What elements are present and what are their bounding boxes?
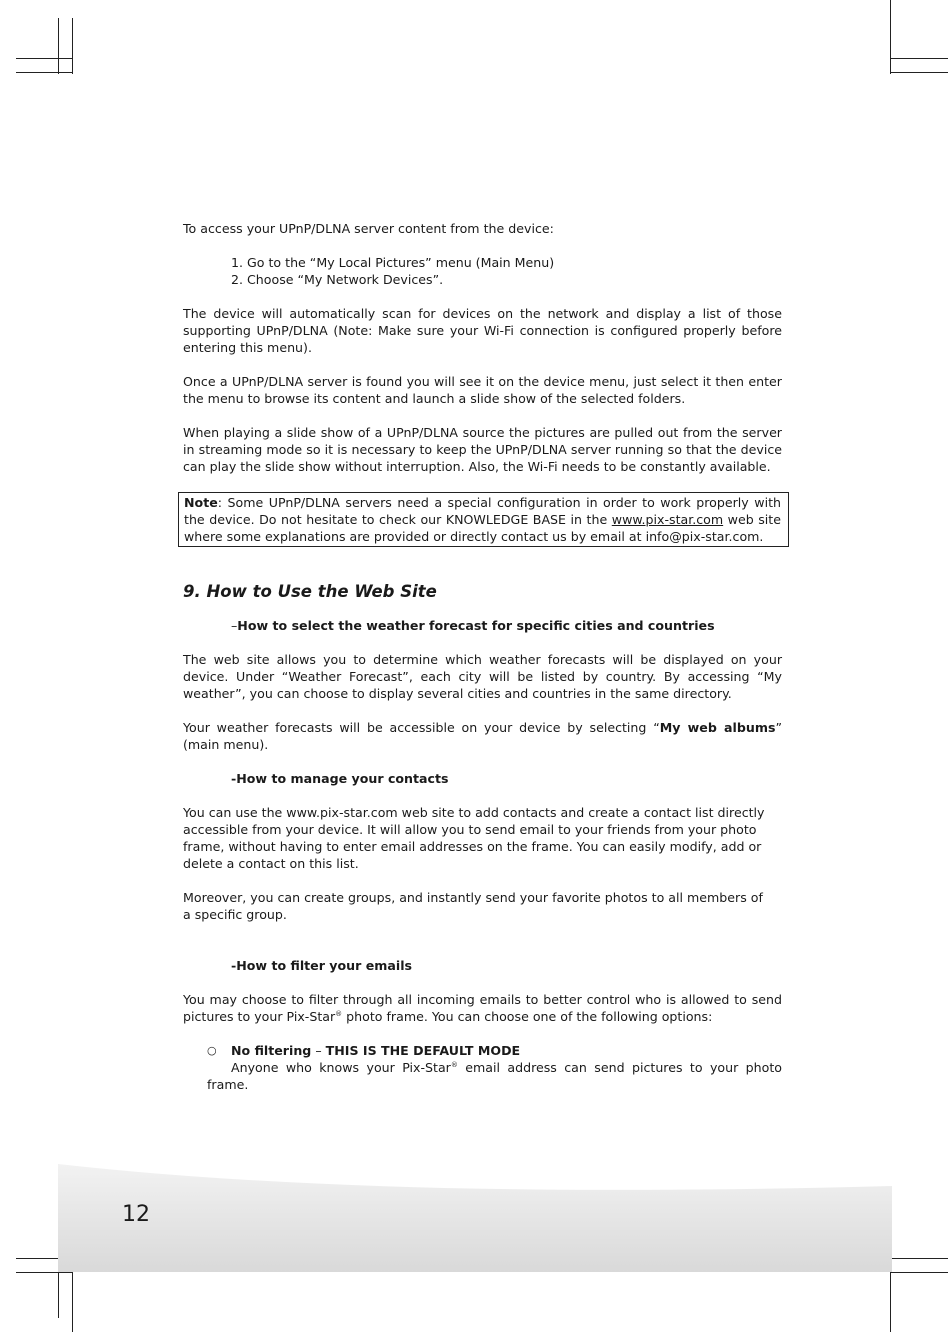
- option-sep: –: [311, 1043, 326, 1058]
- option-label: No filtering: [231, 1043, 312, 1058]
- crop-mark: [72, 18, 73, 74]
- page-content: [183, 220, 782, 1093]
- page-number: 12: [122, 1202, 150, 1227]
- crop-mark: [890, 72, 948, 73]
- knowledge-base-link[interactable]: www.pix-star.com: [611, 512, 724, 527]
- filter-option-no-filtering: [183, 1042, 782, 1093]
- option-desc-text: Anyone who knows your Pix-Star: [231, 1060, 451, 1075]
- step-2: 2. Choose “My Network Devices”.: [231, 272, 444, 287]
- filter-text: You may choose to filter through all incoming emails to better control who is allowed to send pictures to your Pix-Star: [183, 992, 782, 1024]
- weather-access-paragraph: [183, 719, 782, 753]
- bullet-circle-icon: ○: [207, 1044, 217, 1057]
- contacts-paragraph: You can use the www.pix-star.com web site to add contacts and create a contact list directly accessible from your device. It will allow you to send email to your friends from your photo frame, without having to enter email addresses on the frame. You can easily modify, add or delete a contact on this list.: [183, 805, 765, 871]
- access-line: To access your UPnP/DLNA server content from the device:: [183, 221, 554, 236]
- streaming-paragraph: When playing a slide show of a UPnP/DLNA source the pictures are pulled out from the server in streaming mode so it is necessary to keep the UPnP/DLNA server running so that the device can play the slide show without interruption. Also, the Wi-Fi needs to be constantly available.: [183, 425, 782, 474]
- crop-mark: [16, 72, 72, 73]
- registered-mark: ®: [450, 1060, 458, 1069]
- option-desc-text-end: email address can send pictures to your photo frame.: [207, 1060, 782, 1092]
- note-text-end: web site where some explanations are provided or directly contact us by email at info@pix-star.com.: [184, 512, 781, 544]
- server-found-paragraph: Once a UPnP/DLNA server is found you will see it on the device menu, just select it then enter the menu to browse its content and launch a slide show of the selected folders.: [183, 374, 782, 406]
- crop-mark: [58, 18, 59, 74]
- weather-subheading: [183, 617, 782, 634]
- filter-text-end: photo frame. You can choose one of the following options:: [342, 1009, 713, 1024]
- filter-subheading: -How to filter your emails: [231, 958, 413, 973]
- weather-dash: –: [231, 618, 238, 633]
- note-label: Note: [184, 495, 218, 510]
- scan-paragraph: The device will automatically scan for devices on the network and display a list of those supporting UPnP/DLNA (Note: Make sure your Wi-Fi connection is configured properly before entering this menu).: [183, 306, 782, 355]
- note-box: [178, 492, 789, 547]
- note-text: : Some UPnP/DLNA servers need a special configuration in order to work properly with the device. Do not hesitate to check our KNOWLEDGE BASE in the: [184, 495, 781, 527]
- weather-access-text: Your weather forecasts will be accessible on your device by selecting “: [183, 720, 660, 735]
- my-web-albums: My web albums: [659, 720, 776, 735]
- filter-paragraph: [183, 991, 782, 1025]
- section-heading: 9. How to Use the Web Site: [183, 582, 437, 601]
- step-1: 1. Go to the “My Local Pictures” menu (Main Menu): [231, 255, 555, 270]
- weather-paragraph: The web site allows you to determine which weather forecasts will be displayed on your device. Under “Weather Forecast”, each city will be listed by country. By accessing “My weather”, you can choose to display several cities and countries in the same directory.: [183, 652, 782, 701]
- weather-title: How to select the weather forecast for specific cities and countries: [237, 618, 715, 633]
- option-description: [207, 1059, 782, 1093]
- option-default: THIS IS THE DEFAULT MODE: [325, 1043, 521, 1058]
- groups-paragraph: Moreover, you can create groups, and instantly send your favorite photos to all members of a specific group.: [183, 890, 763, 922]
- crop-mark: [890, 58, 948, 59]
- crop-mark: [890, 0, 891, 74]
- weather-access-text-end: ” (main menu).: [183, 720, 782, 752]
- registered-mark: ®: [335, 1009, 343, 1018]
- crop-mark: [16, 58, 72, 59]
- contacts-subheading: -How to manage your contacts: [231, 771, 449, 786]
